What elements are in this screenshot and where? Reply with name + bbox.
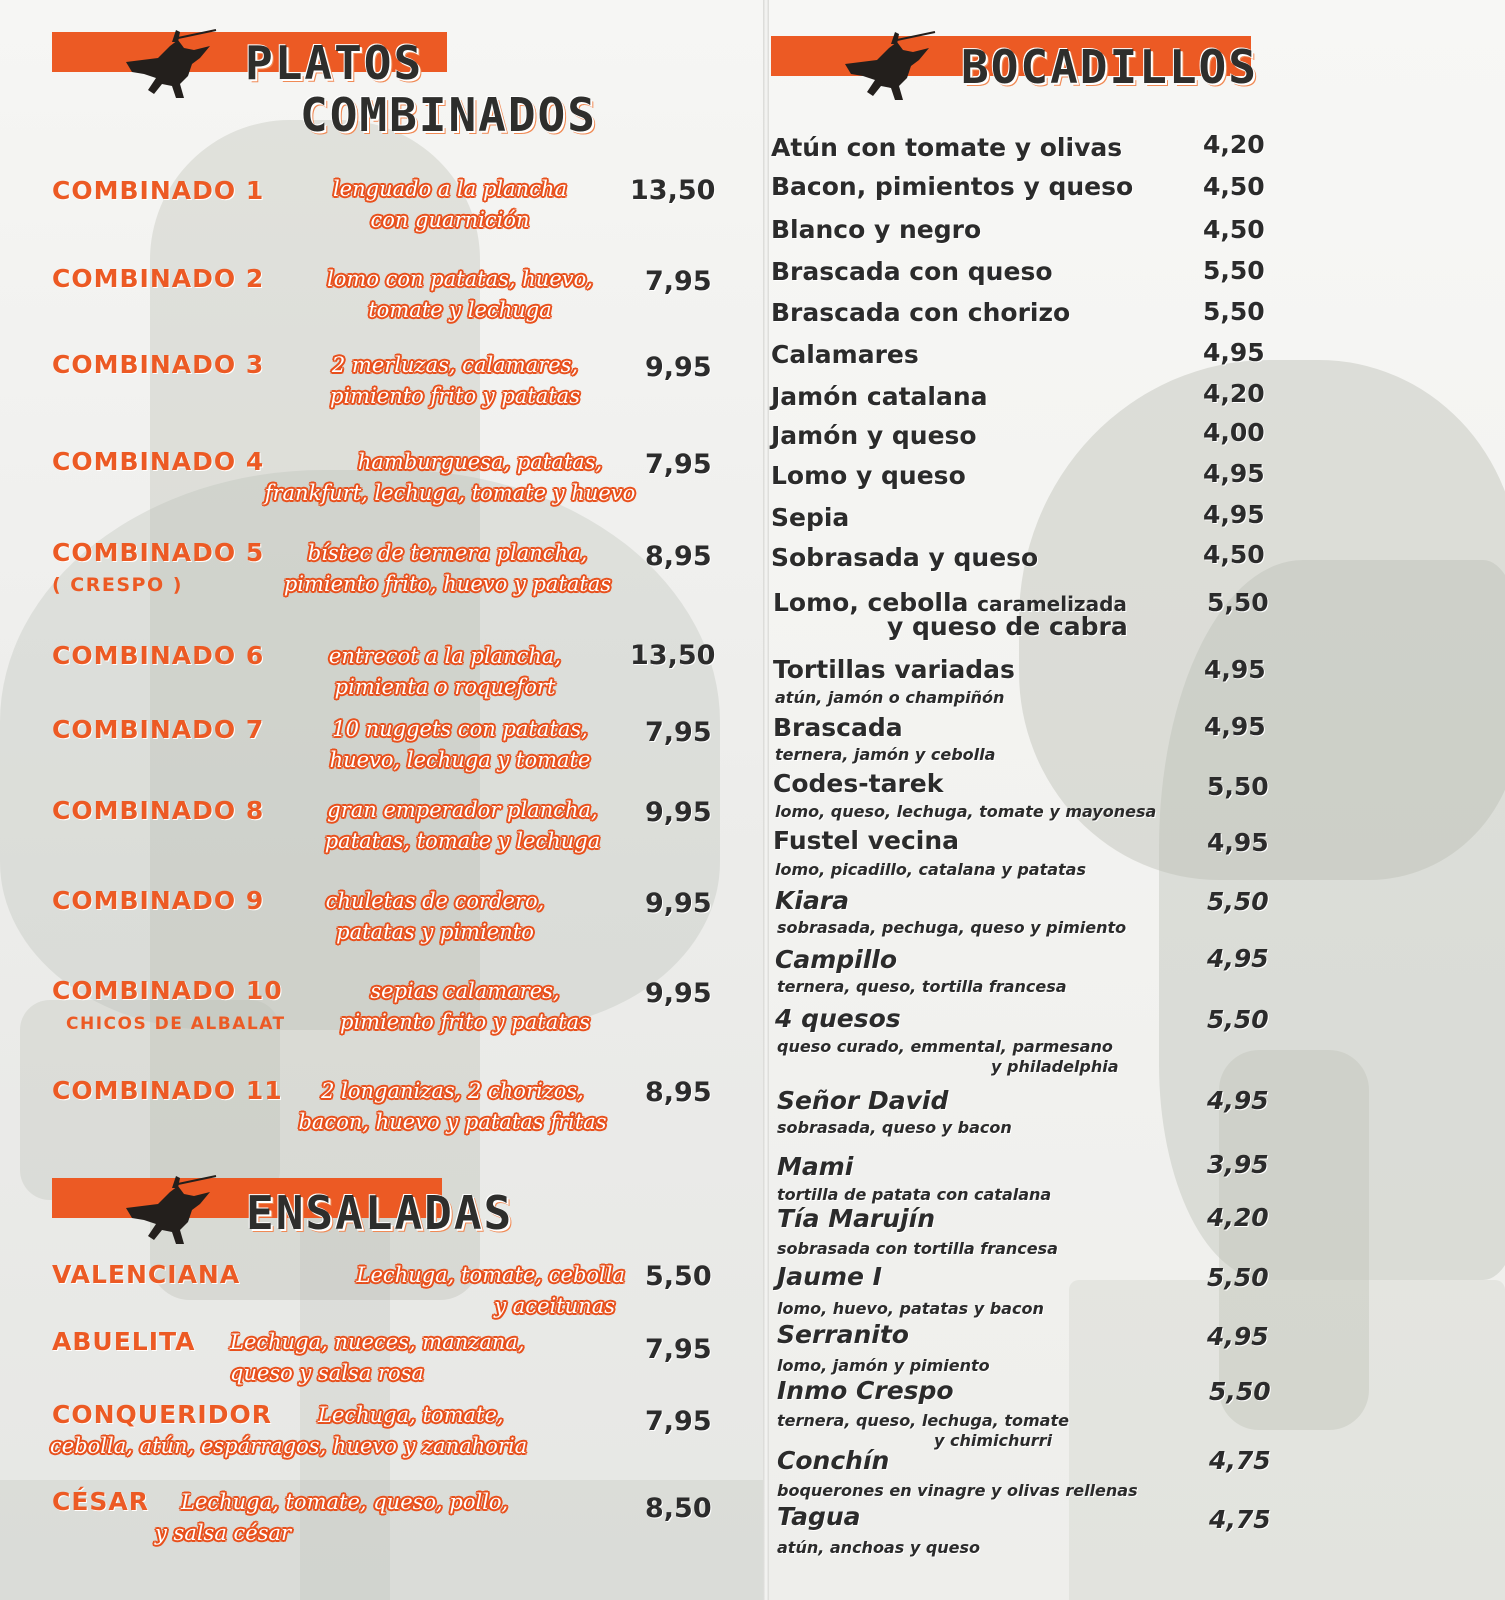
bocadillo-name: Sepia <box>771 503 850 532</box>
right-menu-panel <box>769 0 1505 1600</box>
combinado-11-name: COMBINADO 11 <box>52 1076 283 1105</box>
combinado-7-desc: 10 nuggets con patatas, huevo, lechuga y tomate <box>329 717 591 772</box>
bocadillo-lomo-cebolla-price: 5,50 <box>1207 588 1269 617</box>
bocadillo-price: 5,50 <box>1207 1263 1269 1292</box>
bocadillo-price: 4,95 <box>1203 500 1265 529</box>
bocadillo-name: Conchín <box>777 1446 890 1475</box>
bocadillo-name: Tía Marujín <box>777 1204 936 1233</box>
combinado-8-name: COMBINADO 8 <box>52 796 265 825</box>
combinado-10-price: 9,95 <box>645 978 712 1009</box>
bocadillo-lomo-cebolla-name: Lomo, cebolla caramelizada <box>773 588 1127 617</box>
bocadillo-name: Bacon, pimientos y queso <box>771 172 1134 201</box>
ensalada-conqueridor-desc: Lechuga, tomate, cebolla, atún, espárragos, huevo y zanahoria <box>50 1403 528 1458</box>
bocadillo-desc: ternera, queso, lechuga, tomate <box>777 1411 1069 1430</box>
bocadillo-name: Tortillas variadas <box>773 655 1015 684</box>
bocadillo-price: 3,95 <box>1207 1150 1269 1179</box>
ensalada-valenciana-price: 5,50 <box>645 1261 712 1292</box>
combinado-4-price: 7,95 <box>645 449 712 480</box>
ensalada-abuelita-name: ABUELITA <box>52 1327 196 1356</box>
platos-title-line1: PLATOS <box>245 36 424 90</box>
bocadillo-name: Inmo Crespo <box>777 1376 954 1405</box>
bocadillo-name: Blanco y negro <box>771 215 982 244</box>
bocadillo-desc: sobrasada, queso y bacon <box>777 1118 1012 1137</box>
bocadillo-price: 4,75 <box>1209 1505 1271 1534</box>
ensalada-cesar-desc: Lechuga, tomate, queso, pollo, y salsa césar <box>155 1490 509 1545</box>
platos-title-line2: COMBINADOS <box>300 88 597 142</box>
combinado-1-price: 13,50 <box>630 175 716 206</box>
bocadillo-price: 4,95 <box>1203 459 1265 488</box>
bocadillo-desc: queso curado, emmental, parmesano <box>777 1037 1113 1056</box>
bocadillo-desc: ternera, jamón y cebolla <box>775 745 996 764</box>
knight-on-horse-icon <box>118 1174 218 1246</box>
bocadillo-name: Atún con tomate y olivas <box>771 133 1123 162</box>
bocadillo-price: 5,50 <box>1207 887 1269 916</box>
combinado-9-name: COMBINADO 9 <box>52 886 265 915</box>
combinado-2-name: COMBINADO 2 <box>52 264 265 293</box>
bocadillos-title: BOCADILLOS <box>961 40 1258 94</box>
bocadillo-price: 4,00 <box>1203 418 1265 447</box>
bocadillo-name: Brascada con queso <box>771 257 1053 286</box>
bocadillo-price: 4,50 <box>1203 215 1265 244</box>
bocadillo-name: Mami <box>777 1152 854 1181</box>
bocadillo-price: 5,50 <box>1209 1377 1271 1406</box>
ensalada-cesar-price: 8,50 <box>645 1493 712 1524</box>
bocadillo-name: Jamón catalana <box>771 382 988 411</box>
bocadillo-price: 4,95 <box>1207 944 1269 973</box>
ensalada-cesar-name: CÉSAR <box>52 1487 150 1516</box>
combinado-3-desc: 2 merluzas, calamares, pimiento frito y patatas <box>330 353 580 408</box>
combinado-8-price: 9,95 <box>645 797 712 828</box>
combinado-11-price: 8,95 <box>645 1077 712 1108</box>
bocadillo-name: Campillo <box>775 945 898 974</box>
combinado-1-name: COMBINADO 1 <box>52 176 265 205</box>
bocadillo-price: 4,50 <box>1203 540 1265 569</box>
combinado-10-name: COMBINADO 10 <box>52 976 283 1005</box>
bocadillo-desc: lomo, jamón y pimiento <box>777 1356 990 1375</box>
bocadillo-price: 4,95 <box>1207 1322 1269 1351</box>
combinado-7-price: 7,95 <box>645 717 712 748</box>
combinado-1-desc: lenguado a la plancha con guarnición <box>332 177 568 232</box>
bocadillo-price: 4,95 <box>1207 1086 1269 1115</box>
bocadillo-name: Tagua <box>777 1502 861 1531</box>
bocadillo-name: 4 quesos <box>775 1004 901 1033</box>
combinado-9-desc: chuletas de cordero, patatas y pimiento <box>325 889 545 944</box>
ensalada-abuelita-desc: Lechuga, nueces, manzana, queso y salsa rosa <box>230 1330 525 1385</box>
bocadillo-price: 5,50 <box>1203 256 1265 285</box>
bocadillo-price: 5,50 <box>1207 1005 1269 1034</box>
bocadillo-price: 4,50 <box>1203 172 1265 201</box>
bocadillo-name: Sobrasada y queso <box>771 543 1039 572</box>
combinado-8-desc: gran emperador plancha, patatas, tomate y lechuga <box>324 798 601 853</box>
bocadillo-desc: lomo, huevo, patatas y bacon <box>777 1299 1044 1318</box>
bocadillo-price: 4,20 <box>1203 379 1265 408</box>
combinado-9-price: 9,95 <box>645 888 712 919</box>
ensalada-conqueridor-name: CONQUERIDOR <box>52 1400 272 1429</box>
combinado-3-price: 9,95 <box>645 352 712 383</box>
bocadillo-price: 4,20 <box>1207 1203 1269 1232</box>
combinado-5-price: 8,95 <box>645 541 712 572</box>
building-background <box>1069 1280 1505 1600</box>
combinado-6-name: COMBINADO 6 <box>52 641 265 670</box>
bocadillo-price: 5,50 <box>1207 772 1269 801</box>
bocadillo-desc: atún, jamón o champiñón <box>775 688 1005 707</box>
bocadillo-price: 4,75 <box>1209 1446 1271 1475</box>
bocadillo-name: Codes-tarek <box>773 769 944 798</box>
bocadillo-name: Brascada con chorizo <box>771 298 1071 327</box>
bocadillo-lomo-cebolla-line2: y queso de cabra <box>887 612 1128 641</box>
bocadillo-price: 4,95 <box>1207 828 1269 857</box>
bocadillo-price: 4,95 <box>1203 338 1265 367</box>
combinado-6-price: 13,50 <box>630 640 716 671</box>
combinado-6-desc: entrecot a la plancha, pimienta o roquefort <box>328 644 562 699</box>
bocadillo-price: 4,95 <box>1204 712 1266 741</box>
bocadillo-desc: atún, anchoas y queso <box>777 1538 981 1557</box>
ensaladas-title: ENSALADAS <box>246 1186 514 1240</box>
bocadillo-name: Jaume I <box>777 1262 882 1291</box>
bocadillo-name: Calamares <box>771 340 919 369</box>
combinado-3-name: COMBINADO 3 <box>52 350 265 379</box>
bocadillo-desc: boquerones en vinagre y olivas rellenas <box>777 1481 1138 1500</box>
combinado-5-sub: ( CRESPO ) <box>52 574 183 596</box>
bocadillo-desc: lomo, queso, lechuga, tomate y mayonesa <box>775 802 1157 821</box>
combinado-4-name: COMBINADO 4 <box>52 447 265 476</box>
combinado-2-price: 7,95 <box>645 266 712 297</box>
ensalada-valenciana-desc: Lechuga, tomate, cebolla y aceitunas <box>356 1263 625 1318</box>
bocadillo-name: Serranito <box>777 1320 909 1349</box>
bocadillo-desc: lomo, picadillo, catalana y patatas <box>775 860 1086 879</box>
bocadillo-price: 4,20 <box>1203 130 1265 159</box>
bocadillo-desc-line2: y chimichurri <box>934 1431 1053 1450</box>
combinado-10-sub: CHICOS DE ALBALAT <box>66 1014 286 1034</box>
combinado-10-desc: sepias calamares, pimiento frito y patatas <box>340 979 590 1034</box>
combinado-5-desc: bístec de ternera plancha, pimiento frito, huevo y patatas <box>283 541 612 596</box>
bocadillo-name: Brascada <box>773 713 903 742</box>
bocadillo-price: 5,50 <box>1203 297 1265 326</box>
bocadillo-desc: sobrasada con tortilla francesa <box>777 1239 1058 1258</box>
ensalada-valenciana-name: VALENCIANA <box>52 1260 241 1289</box>
ensalada-conqueridor-price: 7,95 <box>645 1406 712 1437</box>
combinado-2-desc: lomo con patatas, huevo, tomate y lechuga <box>327 267 593 322</box>
bocadillo-desc-line2: y philadelphia <box>991 1057 1119 1076</box>
combinado-5-name: COMBINADO 5 <box>52 538 265 567</box>
knight-on-horse-icon <box>118 28 218 100</box>
combinado-4-desc: hamburguesa, patatas, frankfurt, lechuga, tomate y huevo <box>264 450 636 505</box>
bocadillos-simple-list <box>771 0 1311 600</box>
bocadillo-name: Lomo y queso <box>771 461 966 490</box>
bocadillo-name: Kiara <box>775 886 850 915</box>
bocadillo-desc: ternera, queso, tortilla francesa <box>777 977 1067 996</box>
combinado-11-desc: 2 longanizas, 2 chorizos, bacon, huevo y patatas fritas <box>298 1079 607 1134</box>
bocadillo-desc: tortilla de patata con catalana <box>777 1185 1052 1204</box>
bocadillo-desc: sobrasada, pechuga, queso y pimiento <box>777 918 1127 937</box>
bocadillo-name: Jamón y queso <box>771 421 977 450</box>
combinado-7-name: COMBINADO 7 <box>52 715 265 744</box>
ensalada-abuelita-price: 7,95 <box>645 1334 712 1365</box>
bocadillo-name: Fustel vecina <box>773 826 959 855</box>
bocadillo-name: Señor David <box>777 1086 949 1115</box>
bocadillo-price: 4,95 <box>1204 655 1266 684</box>
